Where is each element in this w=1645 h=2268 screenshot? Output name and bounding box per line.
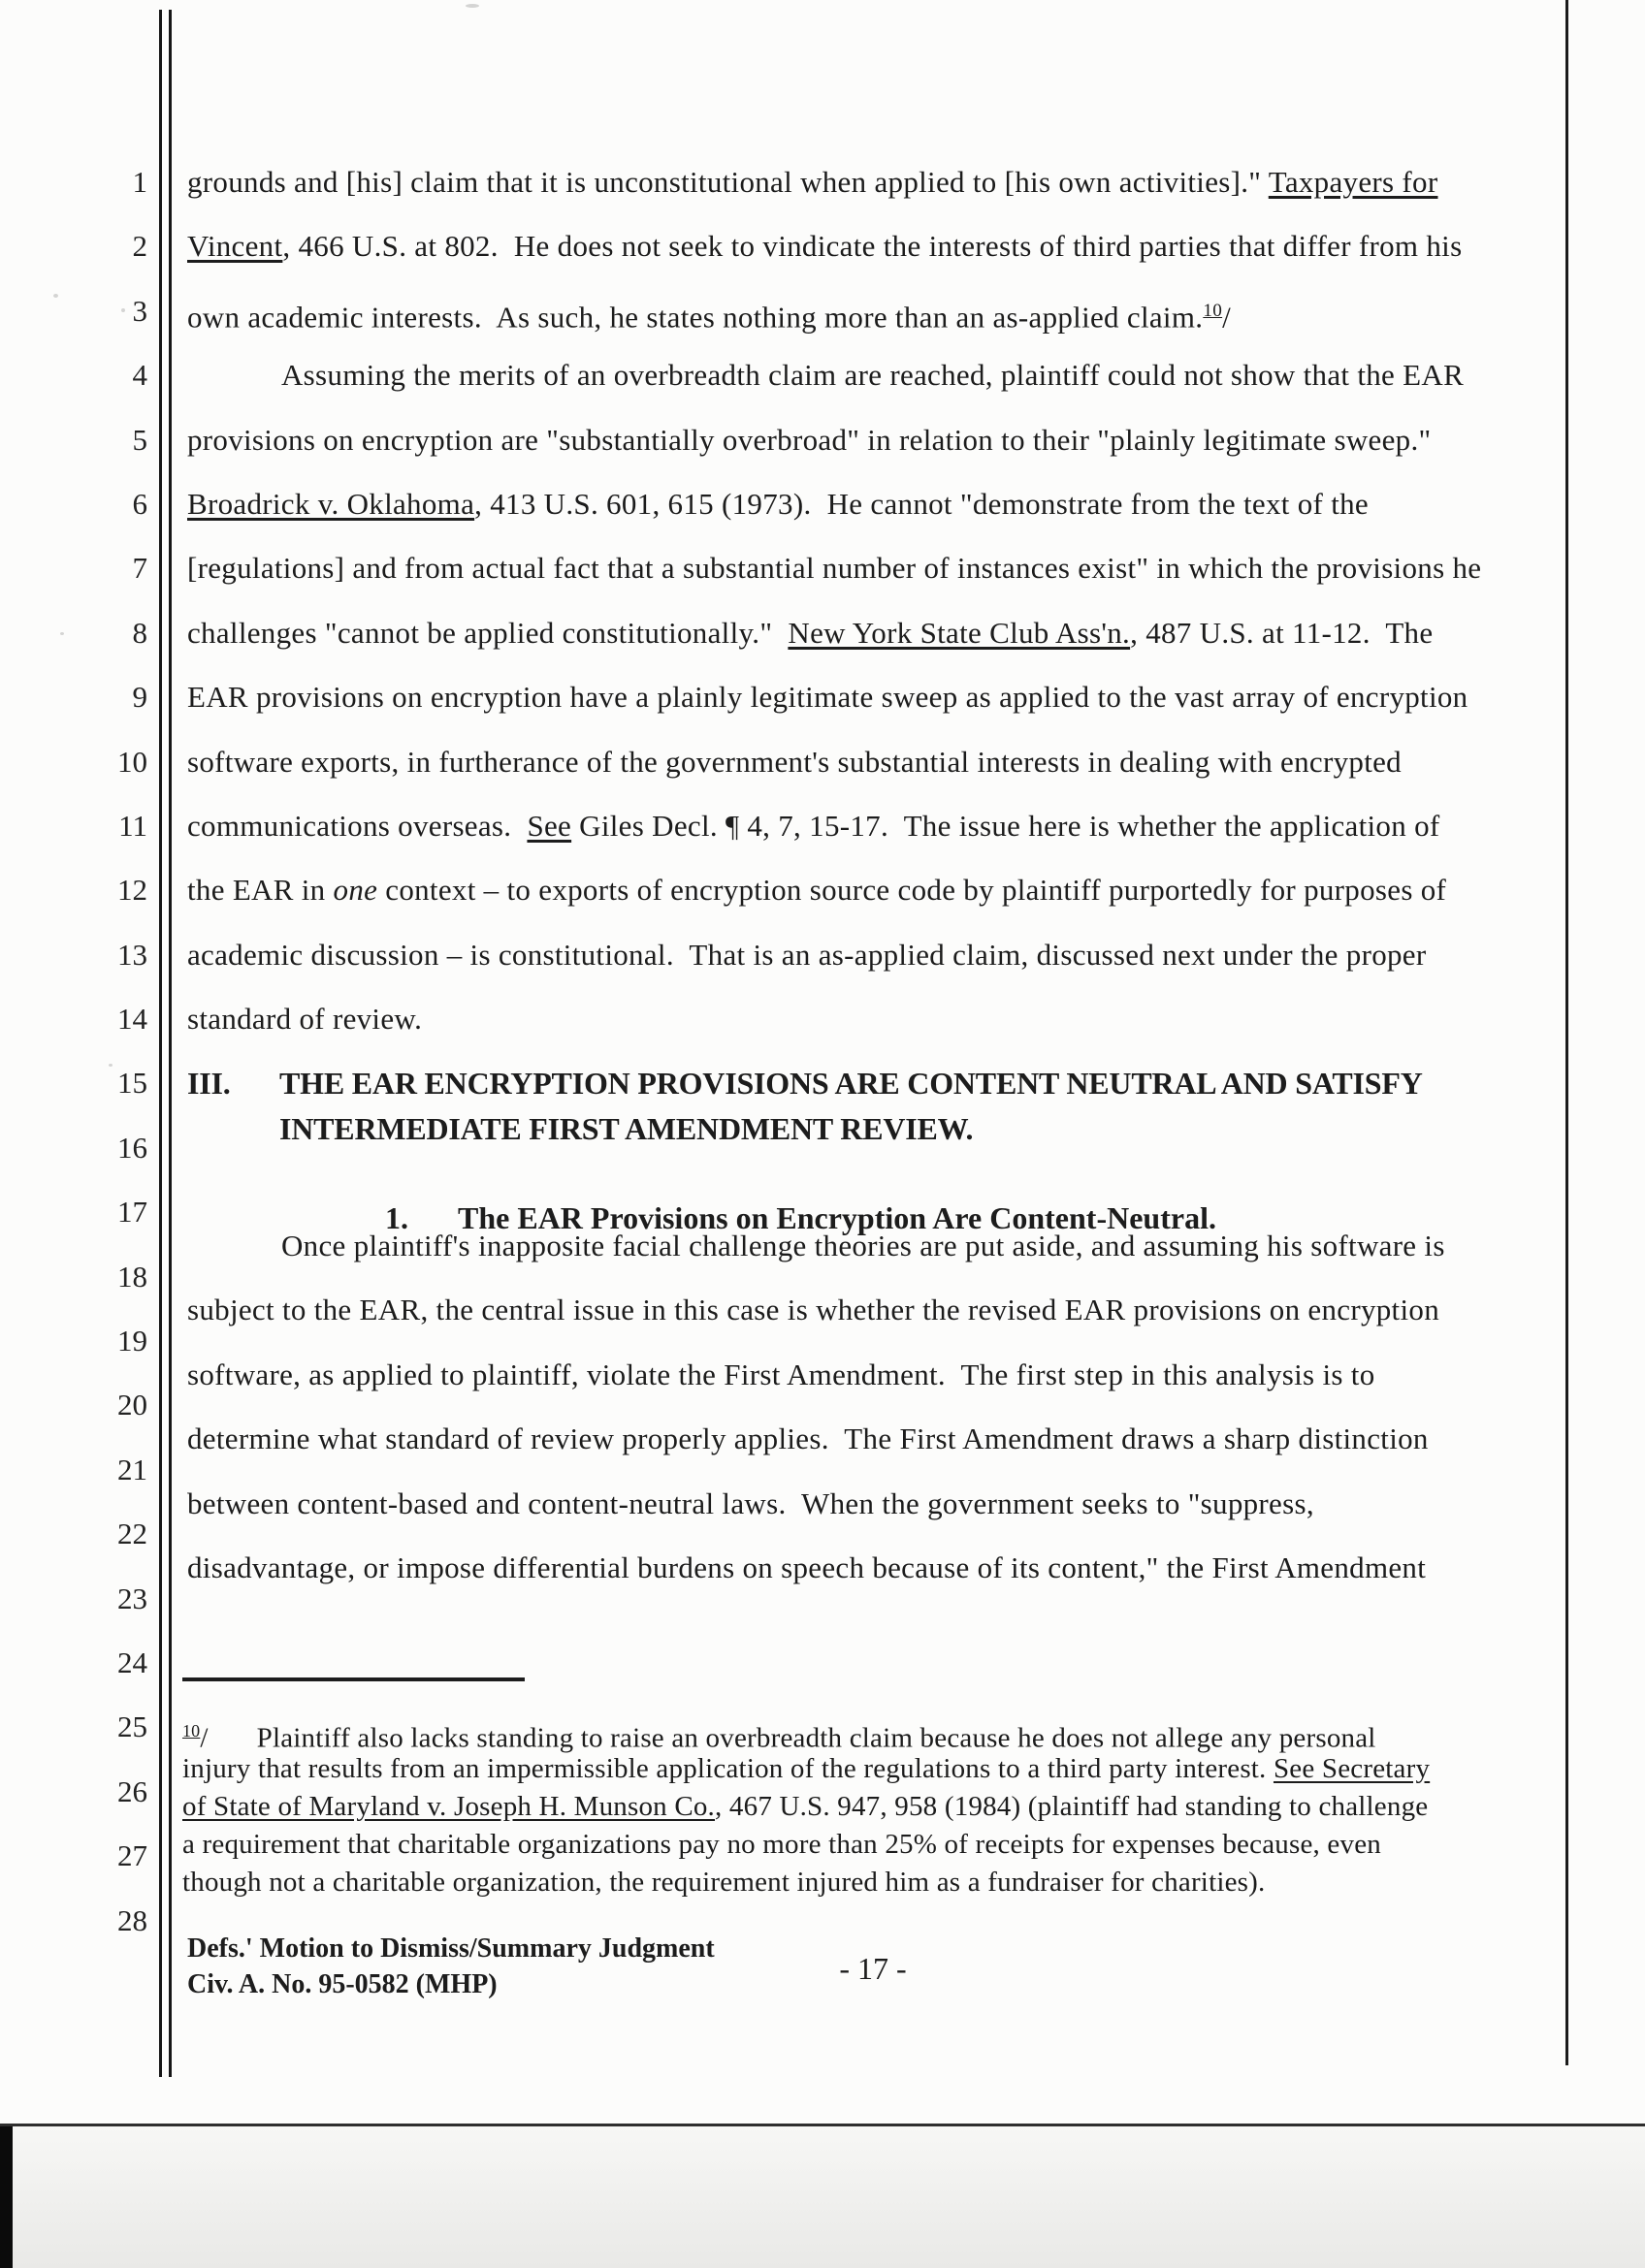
line-number: 24 xyxy=(117,1645,147,1679)
line-number: 10 xyxy=(117,744,147,779)
line-number: 8 xyxy=(132,615,147,650)
scan-bottom-sheet-edge xyxy=(0,2124,1645,2268)
line-number: 5 xyxy=(132,422,147,457)
footnote-separator xyxy=(182,1677,525,1681)
scan-black-bar xyxy=(0,2126,13,2268)
footnote-line: a requirement that charitable organizations pay no more than 25% of receipts for expenses because, even xyxy=(182,1829,1381,1860)
section-number: III. xyxy=(187,1066,231,1101)
line-number: 7 xyxy=(132,551,147,586)
body-text-line: Assuming the merits of an overbreadth claim are reached, plaintiff could not show that the EAR xyxy=(281,358,1465,393)
line-number: 26 xyxy=(117,1773,147,1808)
line-number: 16 xyxy=(117,1130,147,1165)
line-number: 4 xyxy=(132,358,147,393)
body-text-line: between content-based and content-neutral laws. When the government seeks to "suppress, xyxy=(187,1485,1314,1520)
page-number: - 17 - xyxy=(839,1951,907,1986)
body-text-line: the EAR in one context – to exports of encryption source code by plaintiff purportedly for purposes of xyxy=(187,873,1447,908)
subsection-heading-text: The EAR Provisions on Encryption Are Content-Neutral. xyxy=(458,1200,1216,1235)
line-number: 22 xyxy=(117,1517,147,1551)
line-number: 21 xyxy=(117,1452,147,1486)
paragraph-overbreadth xyxy=(187,150,1555,1051)
section-heading-line1: THE EAR ENCRYPTION PROVISIONS ARE CONTENT NEUTRAL AND SATISFY xyxy=(279,1066,1423,1101)
section-heading-text xyxy=(279,1061,1423,1152)
body-text-line: subject to the EAR, the central issue in this case is whether the revised EAR provisions on encryption xyxy=(187,1293,1439,1327)
body-text-line: EAR provisions on encryption have a plainly legitimate sweep as applied to the vast array of encryption xyxy=(187,680,1468,715)
line-number: 1 xyxy=(132,165,147,199)
body-text-line: own academic interests. As such, he states nothing more than an as-applied claim.$^{10}$/ xyxy=(187,300,1232,335)
body-text-line: provisions on encryption are "substantially overbroad" in relation to their "plainly legitimate sweep." xyxy=(187,422,1432,457)
line-number: 28 xyxy=(117,1902,147,1937)
body-text-line: challenges "cannot be applied constitutionally." New York State Club Ass'n., 487 U.S. at 11-12. The xyxy=(187,615,1434,650)
line-number: 27 xyxy=(117,1838,147,1873)
body-text-line: standard of review. xyxy=(187,1002,423,1037)
body-text-line: Broadrick v. Oklahoma, 413 U.S. 601, 615 (1973). He cannot "demonstrate from the text of the xyxy=(187,486,1369,521)
body-text-line: [regulations] and from actual fact that a substantial number of instances exist" in which the provisions he xyxy=(187,551,1482,586)
document-footer xyxy=(187,1931,715,2002)
footnote xyxy=(182,1712,1550,1901)
line-number: 3 xyxy=(132,293,147,328)
footer-title: Defs.' Motion to Dismiss/Summary Judgment xyxy=(187,1933,715,1964)
footnote-line: though not a charitable organization, the requirement injured him as a fundraiser for charities). xyxy=(182,1867,1266,1898)
line-number: 14 xyxy=(117,1002,147,1037)
line-number: 25 xyxy=(117,1709,147,1744)
footnote-line: of State of Maryland v. Joseph H. Munson Co., 467 U.S. 947, 958 (1984) (plaintiff had standing to challenge xyxy=(182,1791,1429,1822)
footnote-line: $^{10}$/ Plaintiff also lacks standing to raise an overbreadth claim because he does not allege any personal xyxy=(182,1721,1376,1754)
line-number: 2 xyxy=(132,229,147,264)
body-text-line: communications overseas. See Giles Decl. ¶ 4, 7, 15-17. The issue here is whether the application of xyxy=(187,808,1440,843)
line-number: 15 xyxy=(117,1066,147,1101)
body-text-line: Once plaintiff's inapposite facial challenge theories are put aside, and assuming his software is xyxy=(281,1229,1445,1262)
line-number: 6 xyxy=(132,486,147,521)
paragraph-content-neutral xyxy=(187,1214,1555,1600)
line-number-column xyxy=(0,150,147,1953)
right-page-edge-line xyxy=(1565,0,1568,2065)
body-text-line: academic discussion – is constitutional. That is an as-applied claim, discussed next under the proper xyxy=(187,937,1427,972)
line-number: 20 xyxy=(117,1388,147,1422)
section-heading-line2: INTERMEDIATE FIRST AMENDMENT REVIEW. xyxy=(279,1111,974,1146)
line-number: 18 xyxy=(117,1259,147,1294)
line-number: 17 xyxy=(117,1195,147,1230)
footnote-line: injury that results from an impermissible application of the regulations to a third party interest. See Secretary xyxy=(182,1753,1431,1784)
line-number: 23 xyxy=(117,1581,147,1615)
footer-case-number: Civ. A. No. 95-0582 (MHP) xyxy=(187,1969,498,1999)
body-text-line: grounds and [his] claim that it is unconstitutional when applied to [his own activities]." Taxpayers for xyxy=(187,165,1438,199)
body-text-line: Vincent, 466 U.S. at 802. He does not seek to vindicate the interests of third parties that differ from his xyxy=(187,229,1463,264)
body-text-line: software exports, in furtherance of the government's substantial interests in dealing with encrypted xyxy=(187,744,1402,779)
body-text-line: software, as applied to plaintiff, violate the First Amendment. The first step in this analysis is to xyxy=(187,1357,1375,1391)
scan-speck xyxy=(466,4,479,8)
line-number: 12 xyxy=(117,873,147,908)
line-number: 13 xyxy=(117,937,147,972)
left-double-rule xyxy=(159,10,172,2077)
line-number: 9 xyxy=(132,680,147,715)
body-text-line: determine what standard of review properly applies. The First Amendment draws a sharp distinction xyxy=(187,1421,1429,1456)
body-text-line: disadvantage, or impose differential burdens on speech because of its content," the First Amendment xyxy=(187,1549,1427,1584)
subsection-number: 1. xyxy=(385,1200,408,1235)
line-number: 11 xyxy=(118,808,147,843)
section-heading xyxy=(187,1061,1423,1152)
line-number: 19 xyxy=(117,1324,147,1358)
